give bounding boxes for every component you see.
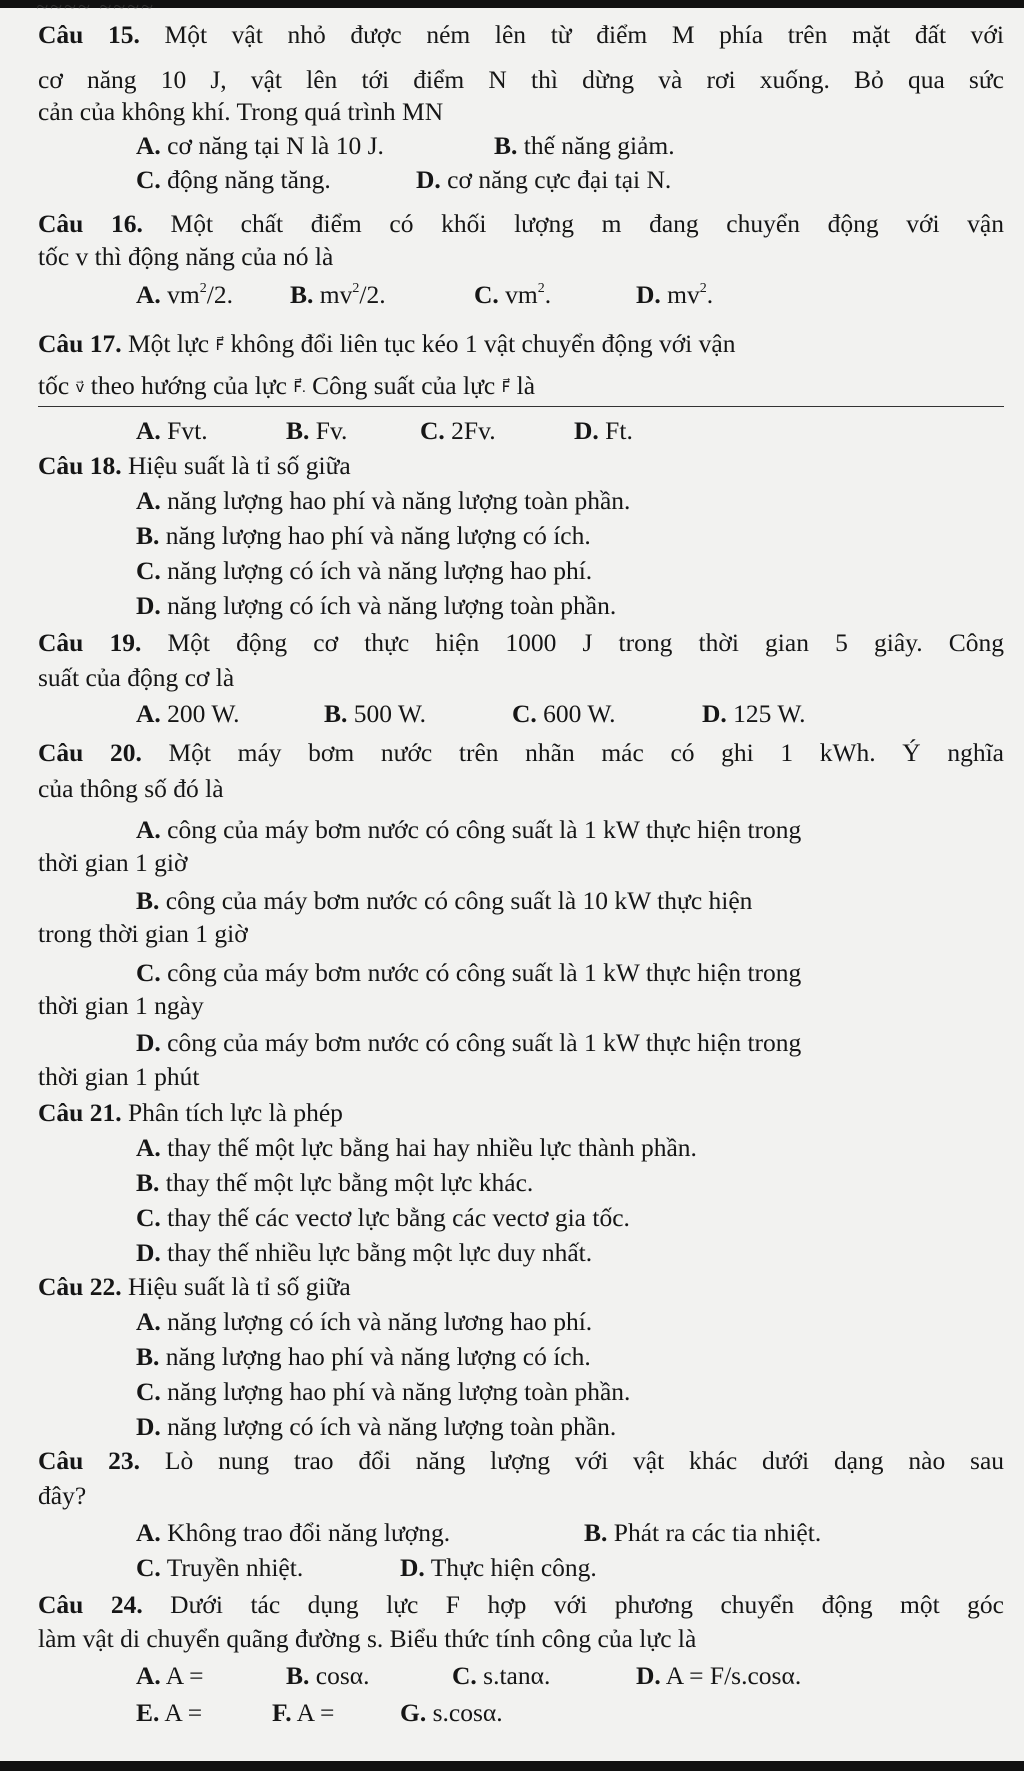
q15-stem-line-1: Câu 15. Một vật nhỏ được ném lên từ điểm M phía trên mặt đất với (38, 20, 1004, 49)
q20-stem-line-1: Câu 20. Một máy bơm nước trên nhãn mác có ghi 1 kWh. Ý nghĩa (38, 738, 1005, 767)
q17-option-c: C. 2Fv. (420, 416, 496, 445)
q24-option-d: D. A = F/s.cosα. (636, 1661, 802, 1690)
q20-option-d-line-1: D. công của máy bơm nước có công suất là 1 kW thực hiện trong (136, 1028, 802, 1057)
q24-option-b: B. cosα. (286, 1661, 370, 1690)
q16-option-c: C. $vm^2$. (474, 280, 552, 309)
q23-option-d: D. Thực hiện công. (400, 1553, 597, 1582)
q15-stem-line-3: cản của không khí. Trong quá trình MN (38, 97, 444, 126)
q17-stem-line-1: Câu 17. Một lực F⃗ không đổi liên tục kéo 1 vật chuyển động với vận (38, 329, 736, 358)
q20-number: Câu 20. (38, 738, 142, 767)
q24-option-f: F. A = (272, 1698, 335, 1727)
q22-option-b: B. năng lượng hao phí và năng lượng có ích. (136, 1342, 591, 1371)
q23-option-b: B. Phát ra các tia nhiệt. (584, 1518, 822, 1547)
q21-number: Câu 21. (38, 1098, 122, 1127)
q22-option-c: C. năng lượng hao phí và năng lượng toàn phần. (136, 1377, 631, 1406)
q16-option-b: B. $mv^2/2$. (290, 280, 386, 309)
q24-number: Câu 24. (38, 1590, 143, 1619)
q18-option-d: D. năng lượng có ích và năng lượng toàn phần. (136, 591, 617, 620)
q18-stem: Câu 18. Hiệu suất là tỉ số giữa (38, 451, 351, 480)
q19-option-d: D. 125 W. (702, 699, 806, 728)
q24-option-c: C. s.tanα. (452, 1661, 551, 1690)
q17-option-d: D. Ft. (574, 416, 633, 445)
q19-option-c: C. 600 W. (512, 699, 616, 728)
q22-stem: Câu 22. Hiệu suất là tỉ số giữa (38, 1272, 351, 1301)
q16-stem-line-1: Câu 16. Một chất điểm có khối lượng m đang chuyển động với vận (38, 209, 1004, 238)
q23-option-c: C. Truyền nhiệt. (136, 1553, 304, 1582)
q19-stem-line-1: Câu 19. Một động cơ thực hiện 1000 J trong thời gian 5 giây. Công (38, 628, 1004, 657)
q18-option-a: A. năng lượng hao phí và năng lượng toàn phần. (136, 486, 631, 515)
q17-number: Câu 17. (38, 329, 122, 358)
q23-stem-line-2: đây? (38, 1481, 87, 1510)
q20-option-a-line-1: A. công của máy bơm nước có công suất là 1 kW thực hiện trong (136, 815, 802, 844)
q24-option-g: G. s.cosα. (400, 1698, 503, 1727)
q18-option-b: B. năng lượng hao phí và năng lượng có ích. (136, 521, 591, 550)
q17-option-a: A. Fvt. (136, 416, 208, 445)
q24-stem-line-1: Câu 24. Dưới tác dụng lực F hợp với phương chuyển động một góc (38, 1590, 1004, 1619)
q20-option-b-line-2: trong thời gian 1 giờ (38, 919, 248, 948)
q24-option-a: A. A = (136, 1661, 204, 1690)
q16-option-d: D. $mv^2$. (636, 280, 714, 309)
q24-stem-line-2: làm vật di chuyển quãng đường s. Biểu thức tính công của lực là (38, 1624, 697, 1653)
q20-option-b-line-1: B. công của máy bơm nước có công suất là 10 kW thực hiện (136, 886, 753, 915)
q22-option-d: D. năng lượng có ích và năng lượng toàn phần. (136, 1412, 617, 1441)
q21-option-c: C. thay thế các vectơ lực bằng các vectơ gia tốc. (136, 1203, 630, 1232)
q15-number: Câu 15. (38, 20, 140, 49)
q19-number: Câu 19. (38, 628, 142, 657)
q18-option-c: C. năng lượng có ích và năng lượng hao phí. (136, 556, 593, 585)
q15-option-b: B. thế năng giảm. (494, 131, 675, 160)
q23-number: Câu 23. (38, 1446, 141, 1475)
q19-stem-line-2: suất của động cơ là (38, 663, 235, 692)
q20-option-a-line-2: thời gian 1 giờ (38, 848, 188, 877)
q21-option-d: D. thay thế nhiều lực bằng một lực duy nhất. (136, 1238, 593, 1267)
q20-option-d-line-2: thời gian 1 phút (38, 1062, 200, 1091)
cropped-previous-line: ~~~~ ~~~~ (36, 0, 155, 19)
q18-number: Câu 18. (38, 451, 122, 480)
q16-option-a: A. $vm^2/2$. (136, 280, 233, 309)
q21-stem: Câu 21. Phân tích lực là phép (38, 1098, 343, 1127)
q17-option-b: B. Fv. (286, 416, 348, 445)
q15-option-d: D. cơ năng cực đại tại N. (416, 165, 672, 194)
q19-option-a: A. 200 W. (136, 699, 240, 728)
q20-stem-line-2: của thông số đó là (38, 774, 224, 803)
q16-stem-line-2: tốc v thì động năng của nó là (38, 242, 334, 271)
q21-option-b: B. thay thế một lực bằng một lực khác. (136, 1168, 534, 1197)
q22-number: Câu 22. (38, 1272, 122, 1301)
q17-stem-line-2: tốc v⃗ theo hướng của lực F⃗. Công suất của lực F⃗ là (38, 371, 536, 400)
q19-option-b: B. 500 W. (324, 699, 427, 728)
q24-option-e: E. A = (136, 1698, 203, 1727)
q16-number: Câu 16. (38, 209, 143, 238)
q20-option-c-line-2: thời gian 1 ngày (38, 991, 204, 1020)
q15-option-a: A. cơ năng tại N là 10 J. (136, 131, 384, 160)
q23-option-a: A. Không trao đổi năng lượng. (136, 1518, 451, 1547)
q22-option-a: A. năng lượng có ích và năng lương hao phí. (136, 1307, 593, 1336)
horizontal-rule (38, 406, 1004, 407)
q20-option-c-line-1: C. công của máy bơm nước có công suất là 1 kW thực hiện trong (136, 958, 802, 987)
q23-stem-line-1: Câu 23. Lò nung trao đổi năng lượng với vật khác dưới dạng nào sau (38, 1446, 1005, 1475)
q15-stem-line-2: cơ năng 10 J, vật lên tới điểm N thì dừng và rơi xuống. Bỏ qua sức (38, 65, 1004, 94)
q21-option-a: A. thay thế một lực bằng hai hay nhiều lực thành phần. (136, 1133, 697, 1162)
q15-option-c: C. động năng tăng. (136, 165, 331, 194)
